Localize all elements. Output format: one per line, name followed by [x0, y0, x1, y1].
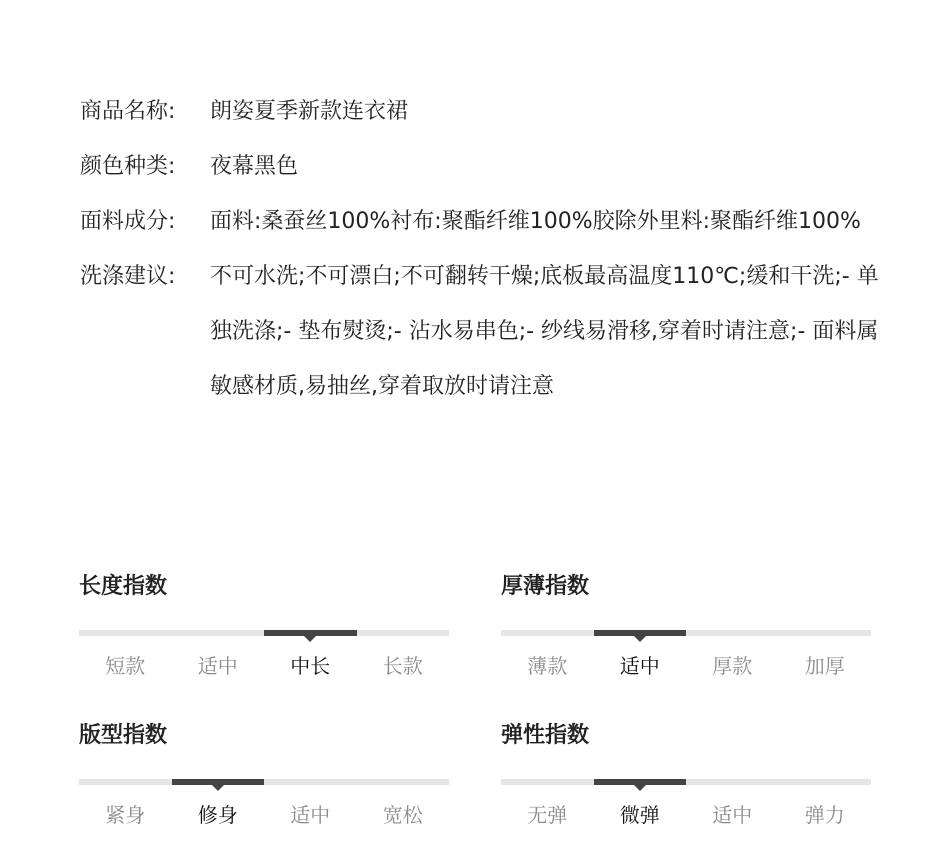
- spec-value: 夜幕黑色: [210, 154, 299, 179]
- index-title: 长度指数: [79, 574, 168, 599]
- index-option: 厚款: [712, 654, 753, 678]
- index-title: 版型指数: [79, 723, 168, 748]
- spec-value: 面料:桑蚕丝100%衬布:聚酯纤维100%胶除外里料:聚酯纤维100%: [210, 209, 861, 234]
- index-option: 适中: [712, 803, 753, 827]
- index-option: 宽松: [382, 803, 423, 827]
- index-option: 适中: [290, 803, 331, 827]
- index-track: [79, 779, 449, 785]
- index-option: 微弹: [619, 803, 660, 827]
- index-option: 长款: [382, 654, 423, 678]
- index-pointer-icon: [634, 785, 646, 791]
- index-option: 加厚: [804, 654, 845, 678]
- index-pointer-icon: [304, 636, 316, 642]
- index-track: [501, 630, 871, 636]
- spec-value: 朗姿夏季新款连衣裙: [210, 99, 409, 124]
- index-option: 修身: [197, 803, 238, 827]
- spec-row-color: [80, 139, 880, 194]
- thickness-index: [501, 572, 871, 680]
- spec-value: 不可水洗;不可漂白;不可翻转干燥;底板最高温度110℃;缓和干洗;- 单独洗涤;- 垫布熨烫;- 沾水易串色;- 纱线易滑移,穿着时请注意;- 面料属敏感材质,易抽丝,穿着取放时请注意: [210, 264, 879, 399]
- index-option: 中长: [290, 654, 331, 678]
- index-option: 无弹: [527, 803, 568, 827]
- index-options: [79, 801, 449, 829]
- index-option: 短款: [105, 654, 146, 678]
- spec-row-fabric: [80, 194, 880, 249]
- index-pointer-icon: [634, 636, 646, 642]
- length-index: [79, 572, 449, 680]
- fit-index: [79, 721, 449, 829]
- spec-row-name: [80, 84, 880, 139]
- index-option: 紧身: [105, 803, 146, 827]
- index-option: 弹力: [804, 803, 845, 827]
- spec-row-care: [80, 249, 880, 414]
- spec-label: 面料成分:: [80, 209, 176, 234]
- spec-label: 颜色种类:: [80, 154, 176, 179]
- product-specs: [80, 84, 880, 414]
- index-option: 适中: [619, 654, 660, 678]
- index-track: [79, 630, 449, 636]
- index-options: [79, 652, 449, 680]
- index-track: [501, 779, 871, 785]
- elasticity-index: [501, 721, 871, 829]
- index-options: [501, 801, 871, 829]
- spec-label: 商品名称:: [80, 99, 176, 124]
- spec-label: 洗涤建议:: [80, 264, 176, 289]
- index-options: [501, 652, 871, 680]
- index-title: 厚薄指数: [501, 574, 590, 599]
- index-title: 弹性指数: [501, 723, 590, 748]
- index-option: 适中: [197, 654, 238, 678]
- index-pointer-icon: [212, 785, 224, 791]
- index-option: 薄款: [527, 654, 568, 678]
